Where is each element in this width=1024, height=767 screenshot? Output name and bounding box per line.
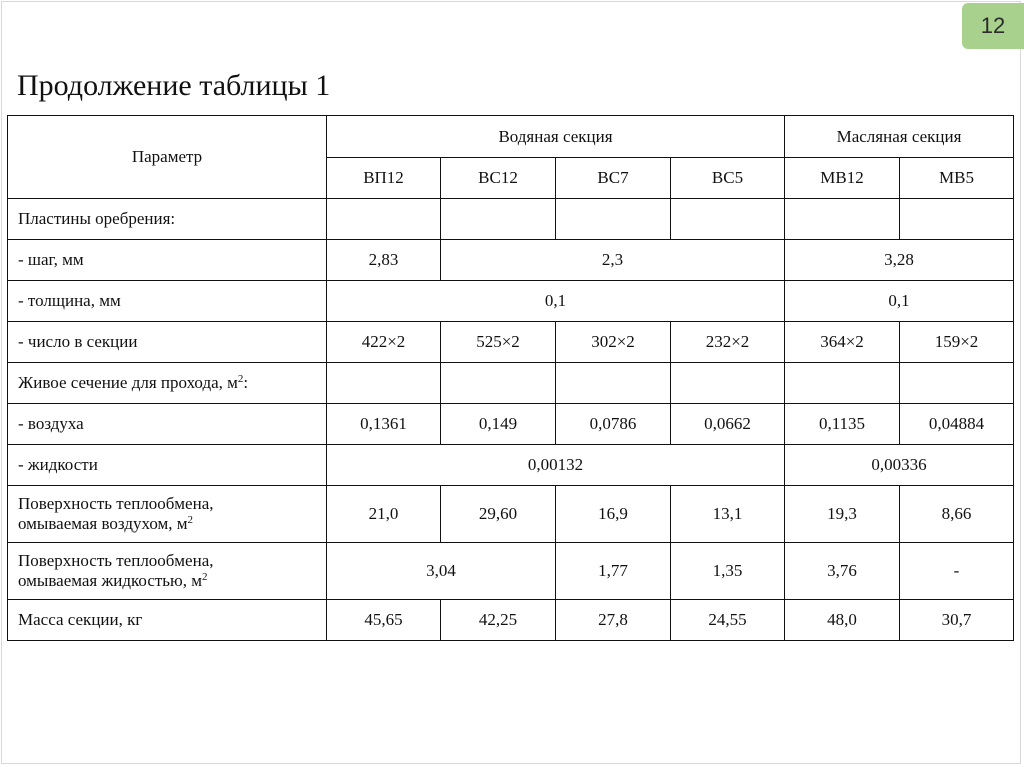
row-label: - воздуха (8, 404, 327, 445)
table-row (8, 322, 1014, 363)
header-water-section: Водяная секция (327, 116, 785, 158)
table-cell: 2,83 (327, 240, 441, 281)
row-label: - толщина, мм (8, 281, 327, 322)
header-model: МВ12 (785, 158, 900, 199)
header-row-sections (8, 116, 1014, 158)
table-cell: 27,8 (556, 600, 671, 641)
page-number-badge (962, 3, 1024, 49)
table-cell (785, 199, 900, 240)
row-label-suffix: : (243, 373, 249, 392)
table-cell: 21,0 (327, 486, 441, 543)
table-cell (900, 199, 1014, 240)
table-cell (671, 363, 785, 404)
table-cell: 0,1 (327, 281, 785, 322)
table-cell: 3,04 (327, 543, 556, 600)
header-oil-section: Масляная секция (785, 116, 1014, 158)
table-cell (556, 363, 671, 404)
row-label-line: омываемая воздухом, м (18, 514, 188, 533)
table-cell (441, 363, 556, 404)
table-cell: 2,3 (441, 240, 785, 281)
table-cell: 0,149 (441, 404, 556, 445)
table-cell: 0,0662 (671, 404, 785, 445)
table-cell: 42,25 (441, 600, 556, 641)
table-cell (900, 363, 1014, 404)
table-row (8, 363, 1014, 404)
table-cell (671, 199, 785, 240)
table-row (8, 199, 1014, 240)
table-cell: 0,1361 (327, 404, 441, 445)
table-cell: 159×2 (900, 322, 1014, 363)
table-row (8, 543, 1014, 600)
table-row (8, 486, 1014, 543)
table-cell: 3,28 (785, 240, 1014, 281)
header-model: МВ5 (900, 158, 1014, 199)
row-label-line: Поверхность теплообмена, (18, 551, 214, 570)
table-row (8, 404, 1014, 445)
parameters-table (7, 115, 1014, 641)
table-row (8, 281, 1014, 322)
row-label: - шаг, мм (8, 240, 327, 281)
table-cell: 525×2 (441, 322, 556, 363)
row-label: Пластины оребрения: (8, 199, 327, 240)
superscript: 2 (237, 373, 244, 385)
table-cell: 29,60 (441, 486, 556, 543)
row-label (8, 486, 327, 543)
table-cell: 1,35 (671, 543, 785, 600)
header-model: ВП12 (327, 158, 441, 199)
superscript: 2 (187, 514, 194, 526)
table-cell (327, 363, 441, 404)
table-cell: 0,1 (785, 281, 1014, 322)
table-cell: 0,0786 (556, 404, 671, 445)
row-label: - число в секции (8, 322, 327, 363)
table-cell: 3,76 (785, 543, 900, 600)
table-cell: 19,3 (785, 486, 900, 543)
table-cell: 24,55 (671, 600, 785, 641)
row-label: Масса секции, кг (8, 600, 327, 641)
table-cell: - (900, 543, 1014, 600)
row-label-line: Поверхность теплообмена, (18, 494, 214, 513)
table-cell: 16,9 (556, 486, 671, 543)
table-cell: 0,00132 (327, 445, 785, 486)
header-model: ВС12 (441, 158, 556, 199)
table-cell: 422×2 (327, 322, 441, 363)
row-label (8, 363, 327, 404)
table-cell: 30,7 (900, 600, 1014, 641)
header-param: Параметр (8, 116, 327, 199)
table-cell: 0,1135 (785, 404, 900, 445)
table-cell: 45,65 (327, 600, 441, 641)
row-label (8, 543, 327, 600)
table-cell (556, 199, 671, 240)
table-cell: 232×2 (671, 322, 785, 363)
row-label-text: Живое сечение для прохода, м (18, 373, 238, 392)
table-cell (785, 363, 900, 404)
table-cell: 13,1 (671, 486, 785, 543)
table-row (8, 240, 1014, 281)
table-row (8, 445, 1014, 486)
table-cell: 364×2 (785, 322, 900, 363)
table-cell (441, 199, 556, 240)
table-cell: 1,77 (556, 543, 671, 600)
table-cell: 8,66 (900, 486, 1014, 543)
table-row (8, 600, 1014, 641)
row-label: - жидкости (8, 445, 327, 486)
row-label-line: омываемая жидкостью, м (18, 571, 203, 590)
page-number: 12 (980, 13, 1006, 38)
table-cell: 48,0 (785, 600, 900, 641)
header-model: ВС7 (556, 158, 671, 199)
superscript: 2 (202, 571, 208, 583)
table-cell: 302×2 (556, 322, 671, 363)
page-title: Продолжение таблицы 1 (17, 69, 331, 102)
table-cell: 0,00336 (785, 445, 1014, 486)
header-model: ВС5 (671, 158, 785, 199)
table-cell: 0,04884 (900, 404, 1014, 445)
table-cell (327, 199, 441, 240)
